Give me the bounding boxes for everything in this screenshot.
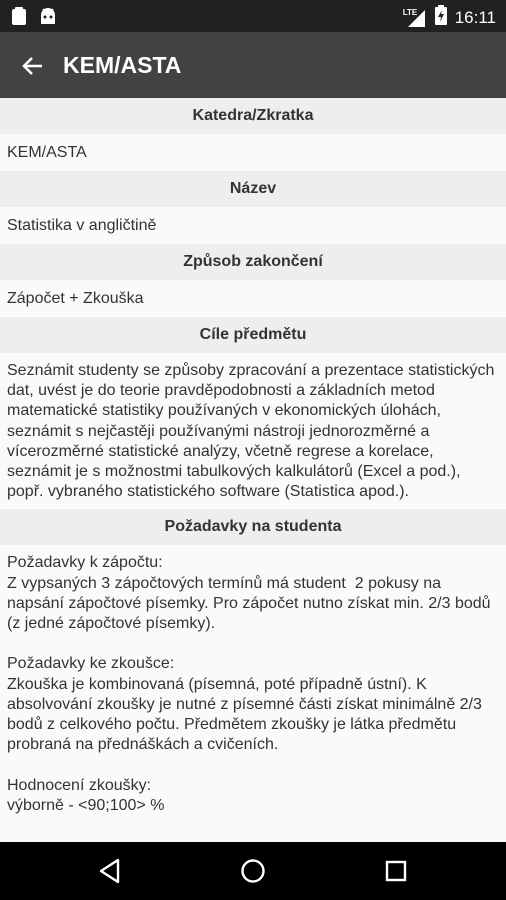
lte-signal-icon [403,8,427,28]
section-header-requirements: Požadavky na studenta [0,509,506,545]
section-header-goals: Cíle předmětu [0,317,506,353]
clipboard-notification-icon [10,6,28,31]
course-detail-scroll[interactable] [0,98,506,842]
nav-recents-button[interactable] [381,856,411,886]
navigation-bar [0,842,506,900]
back-arrow-icon [18,68,48,85]
app-bar [0,32,506,98]
section-value-department: KEM/ASTA [0,134,506,171]
section-header-department: Katedra/Zkratka [0,98,506,134]
section-value-requirements: Požadavky k zápočtu: Z vypsaných 3 zápočtových termínů má student 2 pokusy na napsání zápočtové písemky. Pro zápočet nutno získat min. 2/3 bodů (z jedné zápočtové písemky). Požadavky ke zkoušce: Zkouška je kombinovaná (písemná, poté případně ústní). K absolvování zkoušky je nutné z písemné části získat minimálně 2/3 bodů z celkového počtu. Předmětem zkoušky je látka předmětu probraná na přednáškách a cvičeních. Hodnocení zkoušky: výborně - <90;100> % [0,545,506,823]
android-debug-icon [38,6,58,31]
nav-back-button[interactable] [96,856,126,886]
nav-recents-icon [381,873,411,890]
section-value-goals: Seznámit studenty se způsoby zpracování a prezentace statistických dat, uvést je do teorie pravděpodobnosti a základních metod matematické statistiky používaných v ekonomických úlohách, seznámit s nejčastěji používanými nástroji jednorozměrné a vícerozměrné statistické analýzy, včetně regrese a korelace, seznámit je s možnostmi tabulkových kalkulátorů (Excel a pod.), popř. vybraného statistického software (Statistica apod.). [0,353,506,509]
nav-home-button[interactable] [238,856,268,886]
page-title: KEM/ASTA [63,52,182,78]
status-time: 16:11 [454,7,496,27]
back-button[interactable] [18,51,48,81]
nav-home-icon [238,873,268,890]
section-value-name: Statistika v angličtině [0,207,506,244]
section-header-completion: Způsob zakončení [0,244,506,280]
section-value-completion: Zápočet + Zkouška [0,280,506,317]
battery-charging-icon [435,5,447,30]
network-label: LTE [402,7,418,17]
status-bar [0,0,506,32]
section-header-name: Název [0,171,506,207]
nav-back-icon [96,873,126,890]
